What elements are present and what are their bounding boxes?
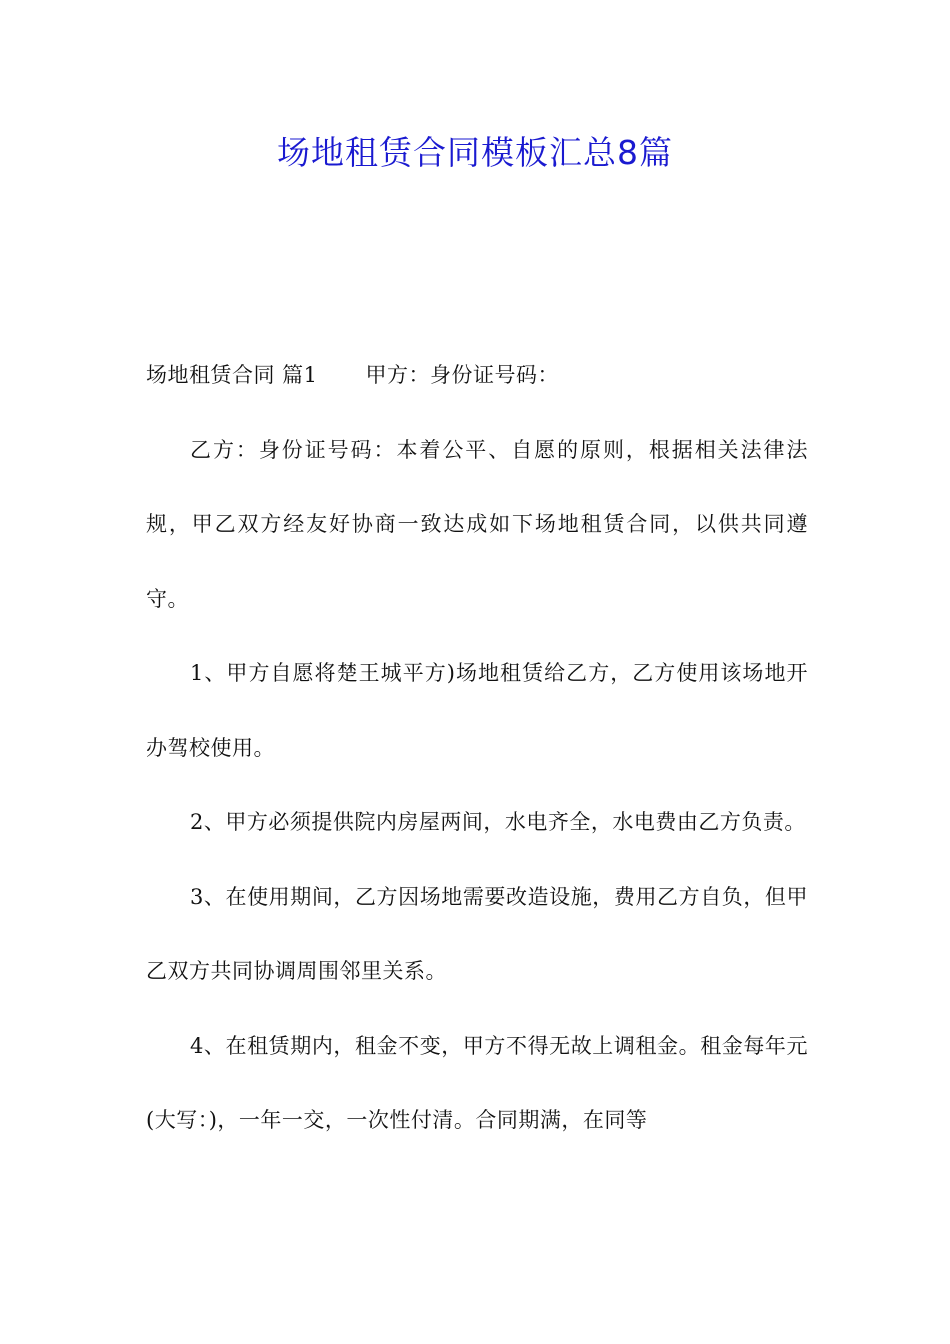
paragraph-clause-1: 1、甲方自愿将楚王城平方)场地租赁给乙方，乙方使用该场地开办驾校使用。 — [146, 661, 808, 760]
document-body — [146, 338, 808, 1158]
section-heading: 场地租赁合同 篇1 — [146, 363, 318, 387]
paragraph-clause-2: 2、甲方必须提供院内房屋两间，水电齐全，水电费由乙方负责。 — [190, 810, 806, 834]
party-a-line: 甲方：身份证号码： — [365, 363, 560, 387]
document-title: 场地租赁合同模板汇总8篇 — [277, 133, 673, 172]
paragraph-clause-4: 4、在租赁期内，租金不变，甲方不得无故上调租金。租金每年元(大写：)，一年一交，一次性付清。合同期满，在同等 — [146, 1033, 808, 1132]
paragraph-clause-3: 3、在使用期间，乙方因场地需要改造设施，费用乙方自负，但甲乙双方共同协调周围邻里关系。 — [146, 884, 808, 983]
paragraph-party-b: 乙方：身份证号码：本着公平、自愿的原则，根据相关法律法规，甲乙双方经友好协商一致达成如下场地租赁合同，以供共同遵守。 — [146, 437, 808, 611]
section-heading-line — [146, 338, 808, 413]
